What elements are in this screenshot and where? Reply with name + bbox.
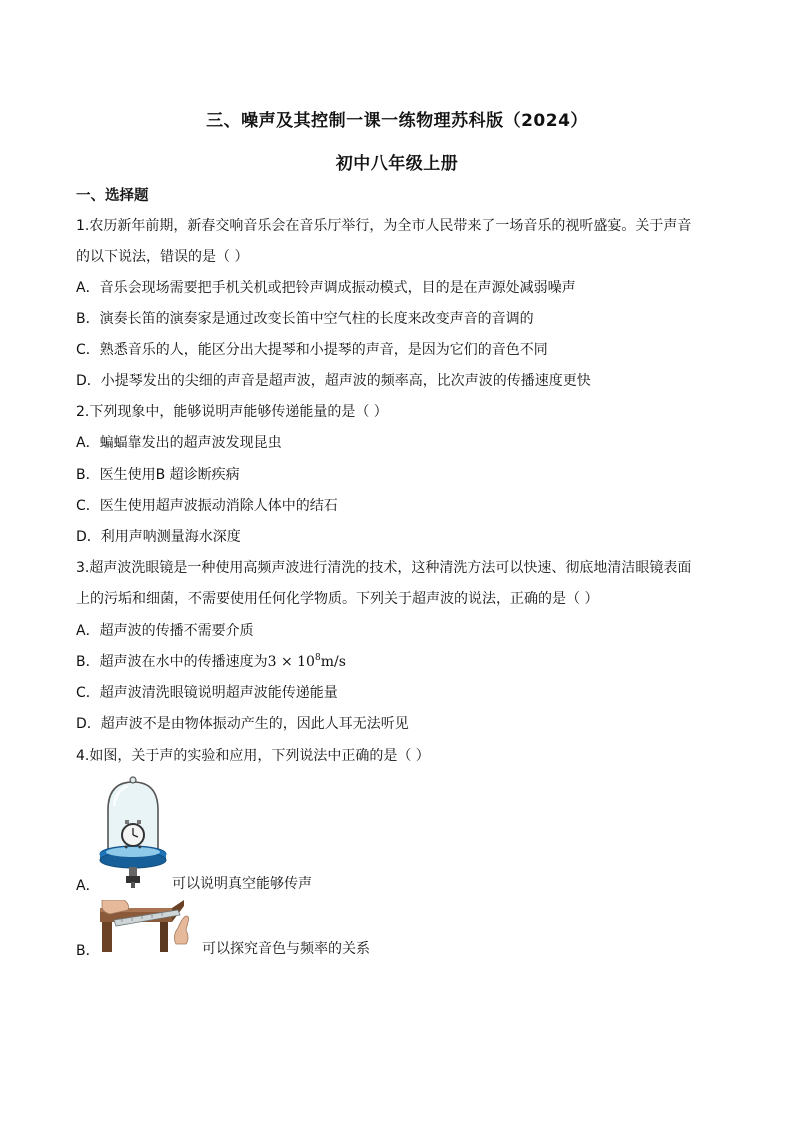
- q2-option-a: A．蝙蝠靠发出的超声波发现昆虫: [76, 435, 282, 451]
- page-subtitle: 初中八年级上册: [335, 154, 459, 174]
- q4-option-b-text: 可以探究音色与频率的关系: [202, 941, 370, 957]
- section-heading: 一、选择题: [76, 188, 149, 204]
- q4-option-a-label: A．: [76, 878, 100, 894]
- bell-jar-illustration: [98, 776, 168, 888]
- q2-option-d: D．利用声呐测量海水深度: [76, 529, 241, 545]
- q2-stem: 2.下列现象中，能够说明声能够传递能量的是（ ）: [76, 404, 388, 420]
- q1-option-c: C．熟悉音乐的人，能区分出大提琴和小提琴的声音，是因为它们的音色不同: [76, 342, 548, 358]
- q3-option-a: A．超声波的传播不需要介质: [76, 623, 254, 639]
- q3-stem-line2: 上的污垢和细菌，不需要使用任何化学物质。下列关于超声波的说法，正确的是（ ）: [76, 591, 599, 607]
- q4-option-a-text: 可以说明真空能够传声: [172, 876, 312, 892]
- speed-formula: $3 \times 10^8m/s$: [267, 653, 346, 670]
- q2-option-c: C．医生使用超声波振动消除人体中的结石: [76, 498, 338, 514]
- q3-option-b-text: B．超声波在水中的传播速度为: [76, 654, 268, 670]
- q2-option-b: B．医生使用B 超诊断疾病: [76, 467, 240, 483]
- q1-stem-line1: 1.农历新年前期，新春交响音乐会在音乐厅举行，为全市人民带来了一场音乐的视听盛宴。关于声音: [76, 218, 692, 234]
- q3-option-d: D．超声波不是由物体振动产生的，因此人耳无法听见: [76, 716, 409, 732]
- ruler-on-table-illustration: [100, 900, 196, 952]
- q4-option-b-label: B．: [76, 943, 100, 959]
- q1-option-b: B．演奏长笛的演奏家是通过改变长笛中空气柱的长度来改变声音的音调的: [76, 311, 534, 327]
- q3-option-c: C．超声波清洗眼镜说明超声波能传递能量: [76, 685, 338, 701]
- q4-stem: 4.如图，关于声的实验和应用，下列说法中正确的是（ ）: [76, 748, 430, 764]
- q3-option-b: [76, 652, 346, 672]
- q1-option-d: D．小提琴发出的尖细的声音是超声波，超声波的频率高，比次声波的传播速度更快: [76, 373, 591, 389]
- q3-stem-line1: 3.超声波洗眼镜是一种使用高频声波进行清洗的技术，这种清洗方法可以快速、彻底地清洁眼镜表面: [76, 560, 692, 576]
- q1-option-a: A．音乐会现场需要把手机关机或把铃声调成振动模式，目的是在声源处减弱噪声: [76, 280, 576, 296]
- page-title: 三、噪声及其控制一课一练物理苏科版（2024）: [206, 111, 588, 131]
- q1-stem-line2: 的以下说法，错误的是（ ）: [76, 249, 249, 265]
